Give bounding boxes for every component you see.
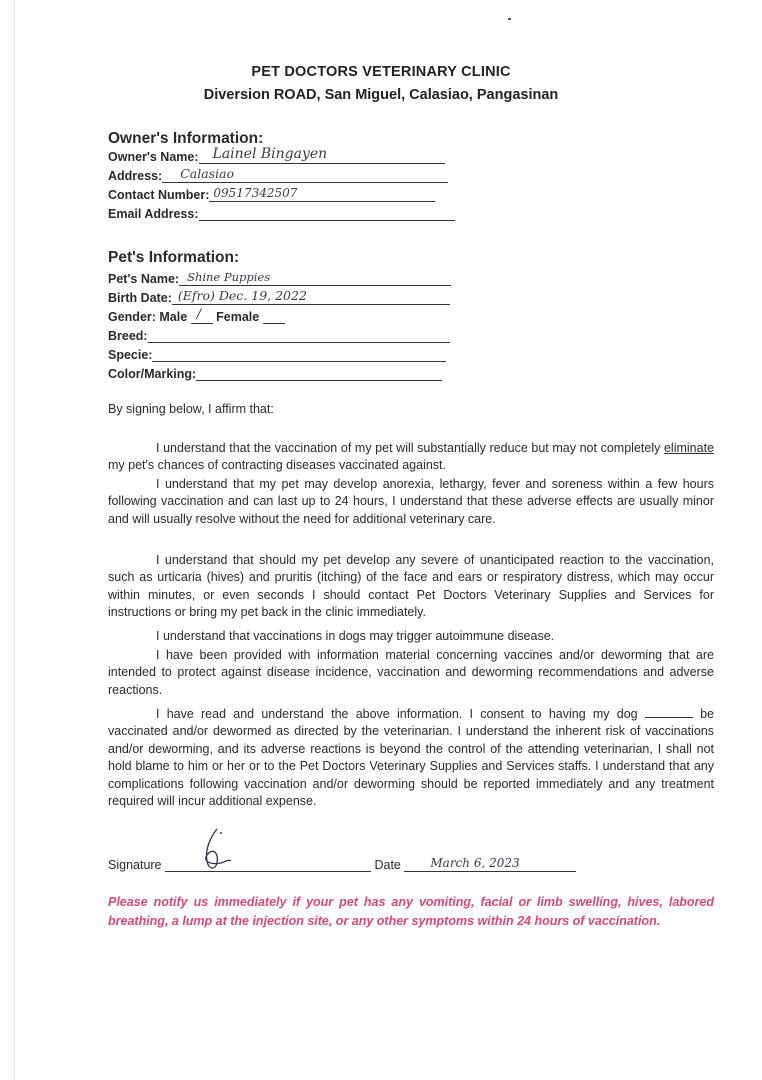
pet-name-value: Shine Puppies <box>187 270 271 284</box>
email-line[interactable] <box>199 205 455 221</box>
specie-line[interactable] <box>152 346 446 362</box>
paragraph-autoimmune <box>108 628 714 645</box>
birth-date-line[interactable] <box>172 289 450 305</box>
owner-name-value: Lainel Bingayen <box>212 146 328 162</box>
specie-label: Specie: <box>108 348 153 362</box>
date-label: Date <box>374 858 401 872</box>
gender-male-blank[interactable] <box>191 308 213 324</box>
birth-date-label: Birth Date: <box>108 291 172 305</box>
dog-name-blank[interactable] <box>645 705 693 718</box>
birth-date-field <box>108 289 450 307</box>
owner-name-label: Owner's Name: <box>108 150 199 164</box>
date-line[interactable] <box>404 856 576 872</box>
color-marking-label: Color/Marking: <box>108 367 197 381</box>
specie-field <box>108 346 446 364</box>
gender-female-label: Female <box>216 310 260 324</box>
pet-name-label: Pet's Name: <box>108 272 180 286</box>
contact-label: Contact Number: <box>108 188 210 202</box>
affirm-intro: By signing below, I affirm that: <box>108 402 274 416</box>
paragraph-information-material <box>108 647 714 699</box>
gender-field <box>108 308 285 326</box>
p1-underlined: eliminate <box>663 441 714 455</box>
p4-text: I understand that vaccinations in dogs may trigger autoimmune disease. <box>156 629 555 643</box>
gender-female-blank[interactable] <box>263 308 285 324</box>
address-label: Address: <box>108 169 163 183</box>
contact-field <box>108 186 435 204</box>
color-marking-line[interactable] <box>196 365 442 381</box>
signature-label: Signature <box>108 858 162 872</box>
scan-dot <box>508 18 511 20</box>
p2-text: I understand that my pet may develop anorexia, lethargy, fever and soreness within a few hours following vaccination and can last up to 24 hours, I understand that these adverse effects are usually minor and will usually resolve without the need for additional veterinary care. <box>108 477 714 526</box>
paragraph-vaccination-reduce <box>108 440 714 475</box>
email-field <box>108 205 455 223</box>
gender-label: Gender: Male <box>108 310 188 324</box>
paragraph-severe-reaction <box>108 552 714 622</box>
address-value: Calasiao <box>180 166 235 181</box>
address-field <box>108 167 448 185</box>
contact-value: 09517342507 <box>213 186 298 200</box>
paragraph-consent <box>108 705 714 810</box>
signature-row <box>108 856 576 874</box>
birth-date-value: (Efro) Dec. 19, 2022 <box>177 288 307 303</box>
signature-line[interactable] <box>165 856 371 872</box>
color-marking-field <box>108 365 442 383</box>
pet-name-field <box>108 270 451 288</box>
p6-text-a: I have read and understand the above information. I consent to having my dog <box>156 707 645 721</box>
email-label: Email Address: <box>108 207 199 221</box>
pet-heading: Pet's Information: <box>108 249 240 266</box>
breed-label: Breed: <box>108 329 148 343</box>
clinic-address: Diversion ROAD, San Miguel, Calasiao, Pangasinan <box>203 87 559 103</box>
p1-text-a: I understand that the vaccination of my pet will substantially reduce but may not completely <box>156 441 664 455</box>
clinic-name: PET DOCTORS VETERINARY CLINIC <box>251 64 511 80</box>
contact-line[interactable] <box>209 186 435 202</box>
notice-warning: Please notify us immediately if your pet has any vomiting, facial or limb swelling, hives, labored breathing, a lump at the injection site, or any other symptoms within 24 hours of vaccination. <box>108 895 714 928</box>
owner-name-field <box>108 148 445 166</box>
address-line[interactable] <box>162 167 448 183</box>
owner-name-line[interactable] <box>199 148 445 164</box>
p6-text-b: be vaccinated and/or dewormed as directed by the veterinarian. I understand the inherent risk of vaccinations and/or deworming, and its adverse reactions is beyond the control of the attending veterinarian, I shall not hold blame to him or her or to the Pet Doctors Veterinary Supplies and Services staffs. I understand that any complications following vaccination and/or deworming should be reported immediately and any treatment required will incur additional expense. <box>108 707 714 809</box>
p1-text-b: my pet's chances of contracting diseases vaccinated against. <box>108 458 446 473</box>
p3-text: I understand that should my pet develop any severe of unanticipated reaction to the vaccination, such as urticaria (hives) and pruritis (itching) of the face and ears or respiratory distress, which may occur within minutes, or even seconds I should contact Pet Doctors Veterinary Supplies and Services for instructions or bring my pet back in the clinic immediately. <box>108 553 714 620</box>
date-value: March 6, 2023 <box>430 856 520 870</box>
paragraph-side-effects <box>108 476 714 528</box>
owner-heading: Owner's Information: <box>108 130 264 147</box>
breed-field <box>108 327 450 345</box>
signature-scribble <box>195 825 235 881</box>
breed-line[interactable] <box>148 327 450 343</box>
pet-name-line[interactable] <box>179 270 451 286</box>
scan-edge-line <box>14 0 15 1080</box>
p5-text: I have been provided with information material concerning vaccines and/or deworming that are intended to protect against disease incidence, vaccination and deworming recommendations and adverse reactions. <box>108 648 714 697</box>
gender-male-mark: / <box>196 307 202 322</box>
